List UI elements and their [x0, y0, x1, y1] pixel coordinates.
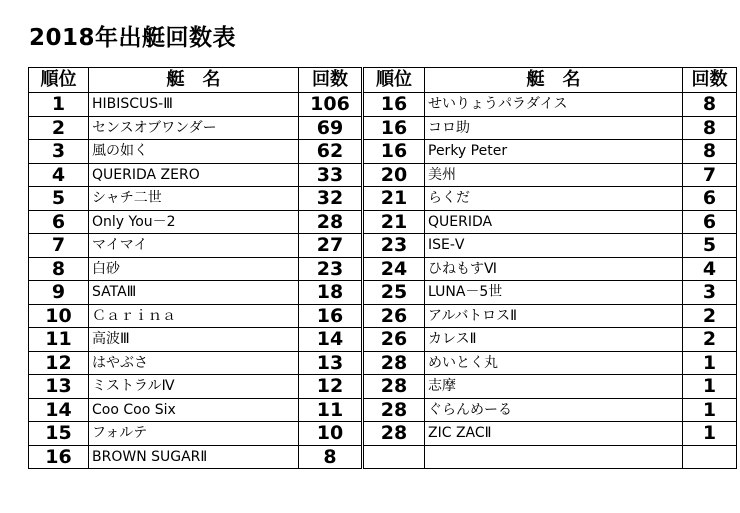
rank-cell-right: 23 — [363, 234, 425, 258]
rank-cell-right: 16 — [363, 93, 425, 117]
table-row — [29, 234, 737, 258]
count-cell-right: 1 — [683, 422, 737, 446]
count-cell-right: 8 — [683, 140, 737, 164]
table-row — [29, 398, 737, 422]
rank-cell-right: 16 — [363, 140, 425, 164]
boat-name-cell-left: フォルテ — [89, 422, 299, 446]
table-row — [29, 445, 737, 469]
rank-cell-right — [363, 445, 425, 469]
rank-cell-right: 16 — [363, 116, 425, 140]
count-cell-left: 11 — [299, 398, 363, 422]
count-cell-right: 6 — [683, 187, 737, 211]
rank-cell-left: 5 — [29, 187, 89, 211]
page-title: 2018年出艇回数表 — [29, 25, 237, 51]
boat-name-cell-left: BROWN SUGARⅡ — [89, 445, 299, 469]
rank-cell-left: 9 — [29, 281, 89, 305]
boat-name-cell-left: 白砂 — [89, 257, 299, 281]
table-row — [29, 422, 737, 446]
boat-name-cell-left: センスオブワンダー — [89, 116, 299, 140]
count-cell-left: 14 — [299, 328, 363, 352]
header-name-right: 艇 名 — [425, 68, 683, 93]
rank-cell-left: 7 — [29, 234, 89, 258]
count-cell-left: 13 — [299, 351, 363, 375]
rank-cell-right: 20 — [363, 163, 425, 187]
count-cell-left: 32 — [299, 187, 363, 211]
boat-name-cell-right: 志摩 — [425, 375, 683, 399]
count-cell-right: 8 — [683, 93, 737, 117]
count-cell-right: 2 — [683, 304, 737, 328]
rank-cell-right: 24 — [363, 257, 425, 281]
boat-name-cell-right: ぐらんめーる — [425, 398, 683, 422]
rank-cell-left: 3 — [29, 140, 89, 164]
count-cell-right: 7 — [683, 163, 737, 187]
count-cell-left: 10 — [299, 422, 363, 446]
boat-name-cell-left: 風の如く — [89, 140, 299, 164]
count-cell-left: 33 — [299, 163, 363, 187]
rank-cell-left: 10 — [29, 304, 89, 328]
boat-name-cell-left: HIBISCUS-Ⅲ — [89, 93, 299, 117]
boat-name-cell-left: SATAⅢ — [89, 281, 299, 305]
rank-cell-left: 12 — [29, 351, 89, 375]
table-row — [29, 140, 737, 164]
count-cell-right: 3 — [683, 281, 737, 305]
count-cell-right: 2 — [683, 328, 737, 352]
table-row — [29, 93, 737, 117]
sailing-count-table — [28, 67, 737, 469]
rank-cell-left: 1 — [29, 93, 89, 117]
count-cell-left: 23 — [299, 257, 363, 281]
count-cell-left: 27 — [299, 234, 363, 258]
count-cell-left: 8 — [299, 445, 363, 469]
boat-name-cell-right: LUNA－5世 — [425, 281, 683, 305]
count-cell-left: 18 — [299, 281, 363, 305]
header-rank-right: 順位 — [363, 68, 425, 93]
count-cell-right: 6 — [683, 210, 737, 234]
boat-name-cell-left: ミストラルⅣ — [89, 375, 299, 399]
rank-cell-right: 26 — [363, 328, 425, 352]
rank-cell-right: 26 — [363, 304, 425, 328]
boat-name-cell-left: はやぶさ — [89, 351, 299, 375]
boat-name-cell-right: Perky Peter — [425, 140, 683, 164]
table-row — [29, 187, 737, 211]
boat-name-cell-right: QUERIDA — [425, 210, 683, 234]
rank-cell-left: 8 — [29, 257, 89, 281]
boat-name-cell-right: めいとく丸 — [425, 351, 683, 375]
boat-name-cell-right: アルバトロスⅡ — [425, 304, 683, 328]
boat-name-cell-right: らくだ — [425, 187, 683, 211]
boat-name-cell-right: コロ助 — [425, 116, 683, 140]
header-rank-left: 順位 — [29, 68, 89, 93]
rank-cell-left: 4 — [29, 163, 89, 187]
count-cell-right: 4 — [683, 257, 737, 281]
boat-name-cell-right: ZIC ZACⅡ — [425, 422, 683, 446]
boat-name-cell-left: QUERIDA ZERO — [89, 163, 299, 187]
table-row — [29, 281, 737, 305]
rank-cell-left: 11 — [29, 328, 89, 352]
table-row — [29, 210, 737, 234]
boat-name-cell-left: Only You－2 — [89, 210, 299, 234]
rank-cell-left: 16 — [29, 445, 89, 469]
table-row — [29, 163, 737, 187]
boat-name-cell-right: ISE-Ⅴ — [425, 234, 683, 258]
boat-name-cell-left: Ｃａｒｉｎａ — [89, 304, 299, 328]
table-row — [29, 257, 737, 281]
count-cell-left: 28 — [299, 210, 363, 234]
count-cell-right: 1 — [683, 351, 737, 375]
boat-name-cell-left: 高波Ⅲ — [89, 328, 299, 352]
table-row — [29, 375, 737, 399]
boat-name-cell-right: カレスⅡ — [425, 328, 683, 352]
boat-name-cell-right: ひねもすⅥ — [425, 257, 683, 281]
count-cell-left: 106 — [299, 93, 363, 117]
count-cell-left: 16 — [299, 304, 363, 328]
count-cell-left: 69 — [299, 116, 363, 140]
count-cell-right — [683, 445, 737, 469]
count-cell-right: 1 — [683, 398, 737, 422]
table-header-row — [29, 68, 737, 93]
rank-cell-left: 13 — [29, 375, 89, 399]
boat-name-cell-right — [425, 445, 683, 469]
count-cell-right: 1 — [683, 375, 737, 399]
rank-cell-left: 6 — [29, 210, 89, 234]
rank-cell-left: 15 — [29, 422, 89, 446]
rank-cell-right: 28 — [363, 351, 425, 375]
count-cell-left: 62 — [299, 140, 363, 164]
count-cell-left: 12 — [299, 375, 363, 399]
boat-name-cell-left: シャチ二世 — [89, 187, 299, 211]
rank-cell-right: 21 — [363, 187, 425, 211]
table-row — [29, 116, 737, 140]
count-cell-right: 8 — [683, 116, 737, 140]
header-name-left: 艇 名 — [89, 68, 299, 93]
boat-name-cell-left: マイマイ — [89, 234, 299, 258]
rank-cell-left: 2 — [29, 116, 89, 140]
boat-name-cell-right: せいりょうパラダイス — [425, 93, 683, 117]
rank-cell-right: 28 — [363, 398, 425, 422]
table-row — [29, 304, 737, 328]
table-row — [29, 328, 737, 352]
rank-cell-left: 14 — [29, 398, 89, 422]
table-row — [29, 351, 737, 375]
header-count-left: 回数 — [299, 68, 363, 93]
boat-name-cell-right: 美州 — [425, 163, 683, 187]
rank-cell-right: 25 — [363, 281, 425, 305]
boat-name-cell-left: Coo Coo Six — [89, 398, 299, 422]
rank-cell-right: 21 — [363, 210, 425, 234]
count-cell-right: 5 — [683, 234, 737, 258]
rank-cell-right: 28 — [363, 375, 425, 399]
rank-cell-right: 28 — [363, 422, 425, 446]
header-count-right: 回数 — [683, 68, 737, 93]
